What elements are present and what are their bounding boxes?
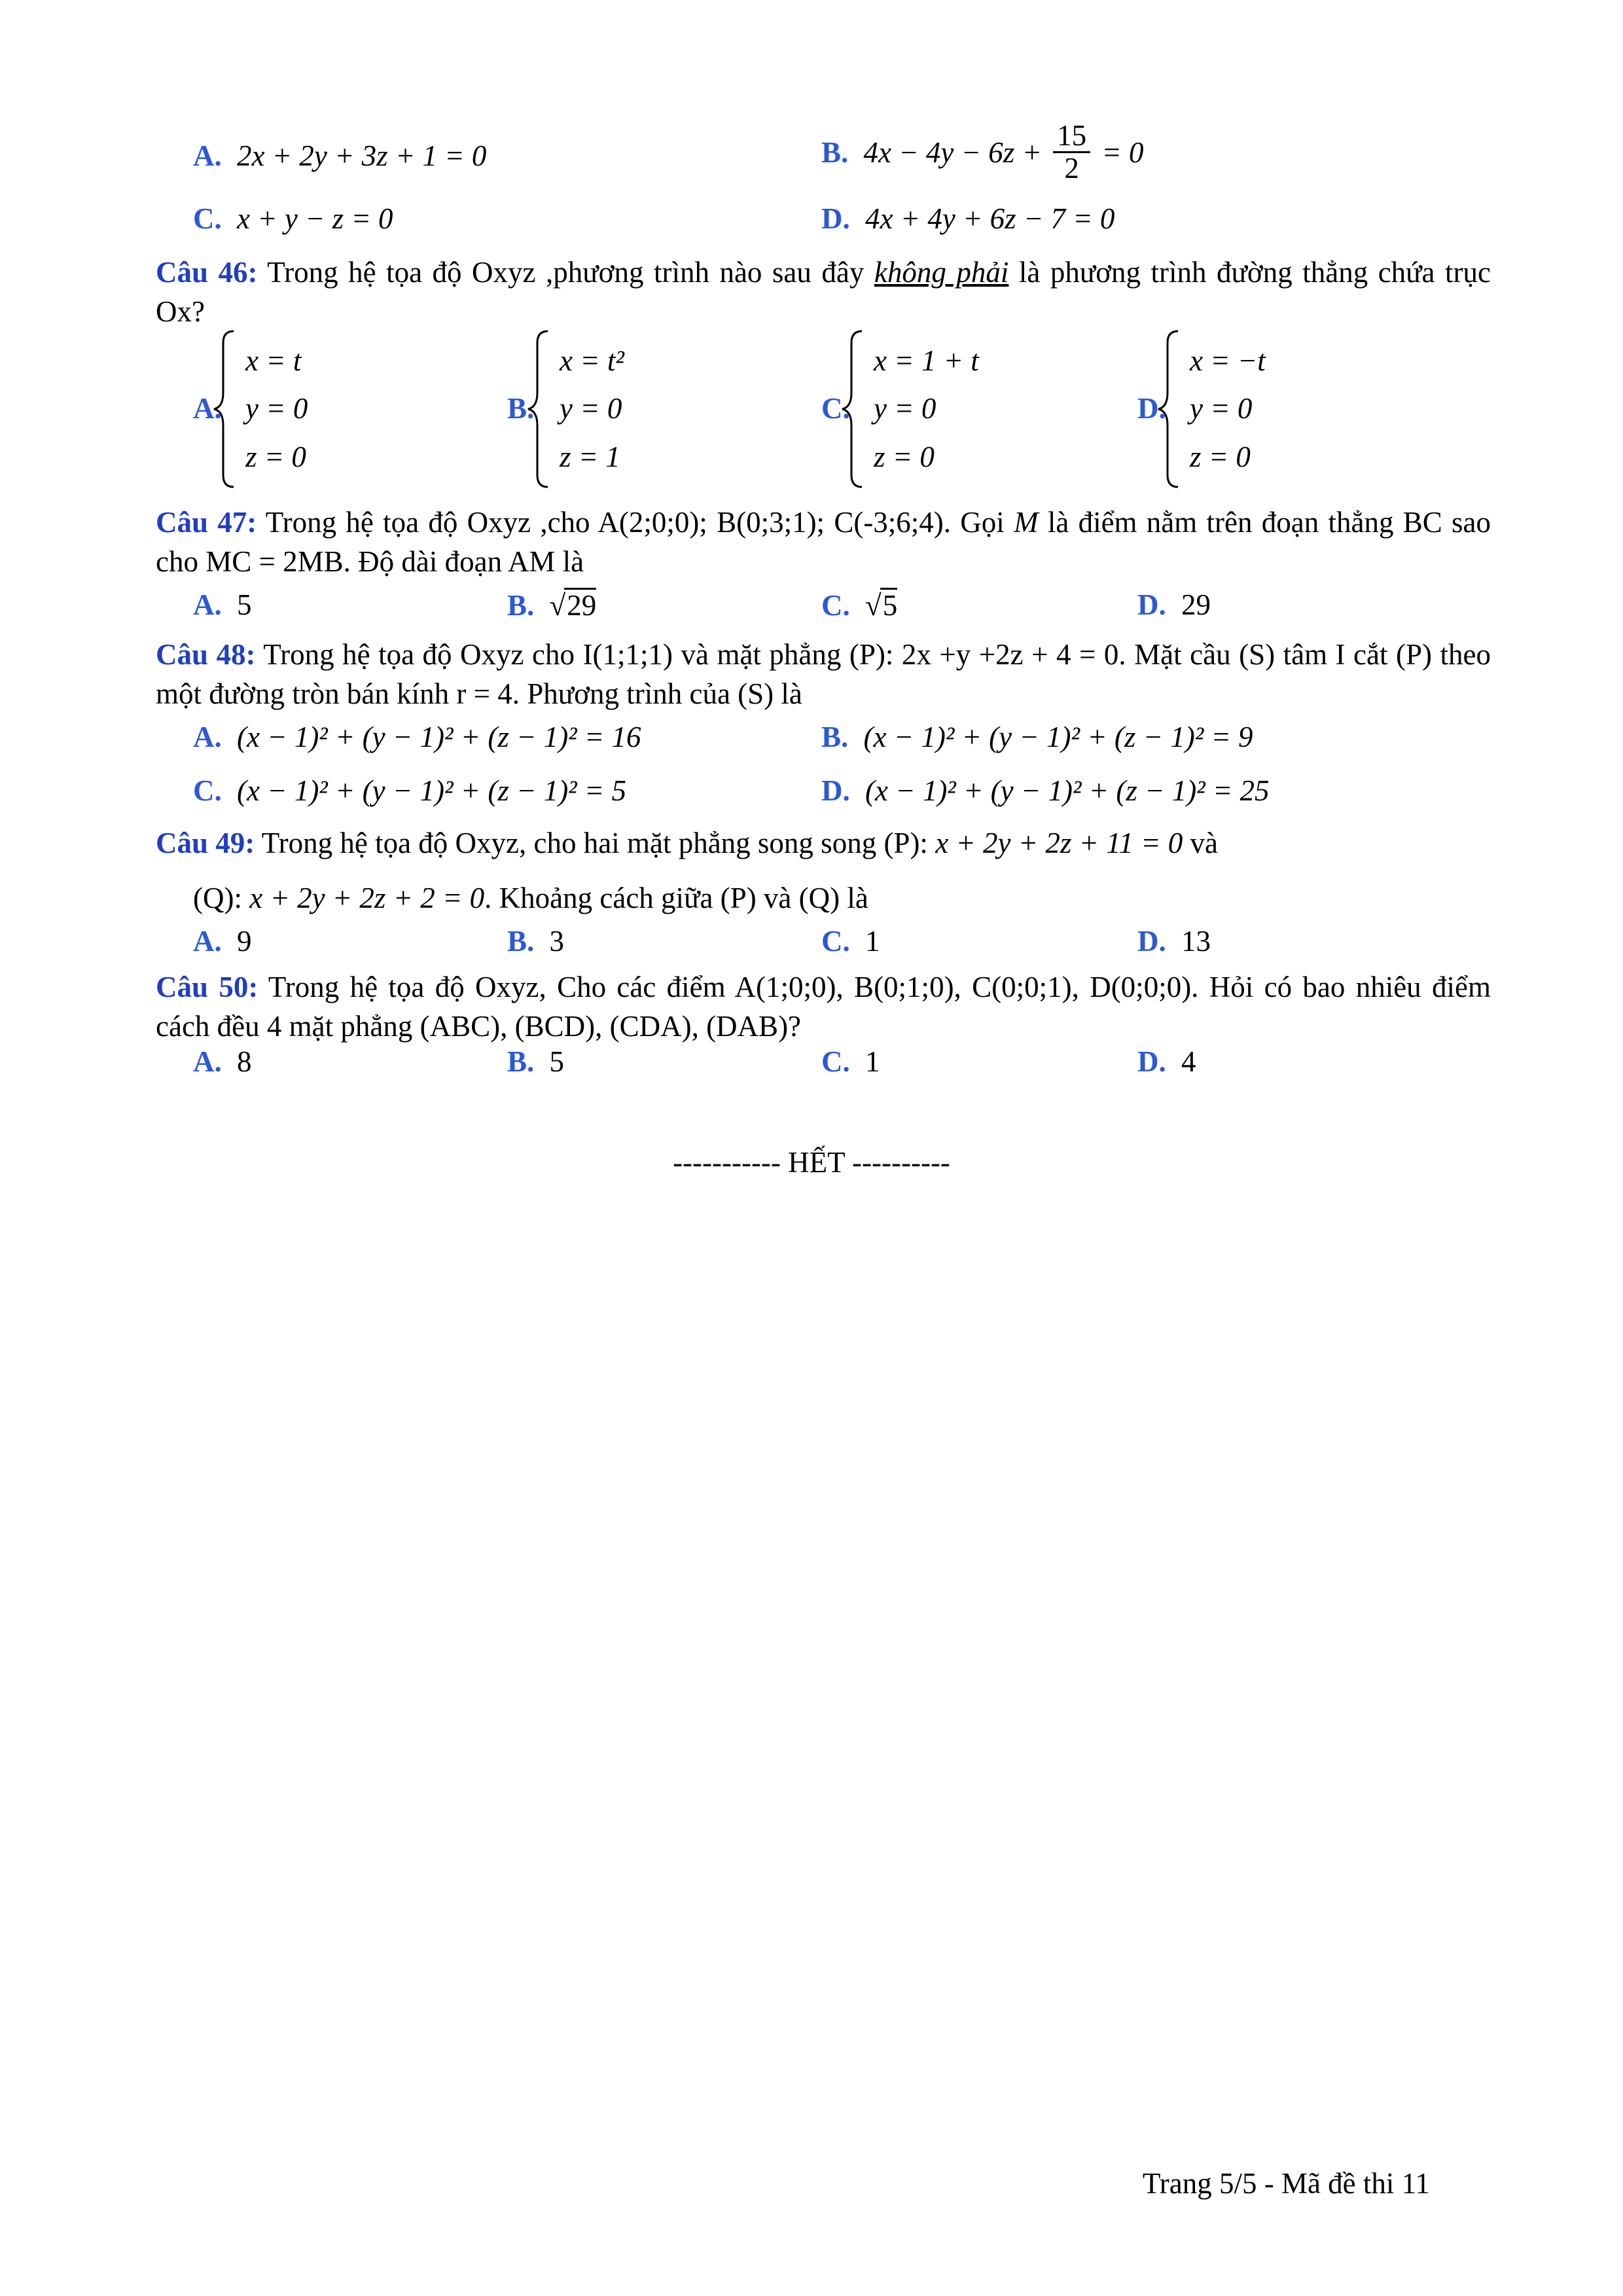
option-label: A. xyxy=(193,139,222,172)
option-value: 1 xyxy=(865,925,880,958)
q49-option-d xyxy=(1137,924,1211,958)
q47-option-b xyxy=(507,588,596,622)
option-label: B. xyxy=(821,721,849,753)
option-label: B. xyxy=(507,1045,535,1078)
question-text: là phương trình đường thẳng chứa trục Ox? xyxy=(156,256,1491,328)
question-number: Câu 48: xyxy=(156,638,256,671)
option-value: 13 xyxy=(1181,925,1211,958)
question-text: và xyxy=(1183,827,1219,859)
sqrt-icon: √ xyxy=(549,589,566,622)
option-value: 9 xyxy=(237,925,252,958)
option-label: C. xyxy=(821,1045,850,1078)
question-text: Trong hệ tọa độ Oxyz ,cho A(2;0;0); B(0;3;1); C(-3;6;4). Gọi xyxy=(257,506,1014,539)
q47-option-a xyxy=(193,588,252,622)
option-label: C. xyxy=(821,925,850,958)
option-value: 8 xyxy=(237,1045,252,1078)
question-number: Câu 50: xyxy=(156,971,259,1003)
option-label: D. xyxy=(1137,392,1166,425)
question-number: Câu 46: xyxy=(156,256,258,289)
system-row: x = t xyxy=(245,344,302,377)
option-value: 1 xyxy=(865,1045,880,1078)
question-number: Câu 49: xyxy=(156,827,255,859)
option-value: 4 xyxy=(1181,1045,1196,1078)
question-number: Câu 47: xyxy=(156,506,257,539)
fraction-numerator: 15 xyxy=(1053,120,1090,153)
option-label: D. xyxy=(1137,1045,1166,1078)
question-46 xyxy=(156,253,1491,331)
question-49-line-2 xyxy=(193,881,868,915)
page-footer: Trang 5/5 - Mã đề thi 11 xyxy=(1142,2167,1430,2200)
q49-option-c xyxy=(821,924,880,958)
end-marker: ----------- HẾT ---------- xyxy=(673,1146,950,1179)
q48-option-d xyxy=(821,774,1270,808)
sqrt-icon: √ xyxy=(865,589,882,622)
option-label: C. xyxy=(193,774,222,807)
plane-q-equation: x + 2y + 2z + 2 = 0 xyxy=(249,882,485,914)
option-value: 5 xyxy=(549,1045,565,1078)
question-text: Trong hệ tọa độ Oxyz cho I(1;1;1) và mặt phẳng (P): 2x +y +2z + 4 = 0. Mặt cầu (S) tâm I cắt (P) theo một đường tròn bán kính r = 4. Phương trình của (S) là xyxy=(156,638,1491,710)
question-text: Trong hệ tọa độ Oxyz, Cho các điểm A(1;0;0), B(0;1;0), C(0;0;1), D(0;0;0). Hỏi có bao nhiêu điểm cách đều 4 mặt phẳng (ABC), (BCD), (CDA), (DAB)? xyxy=(156,971,1491,1043)
option-label: C. xyxy=(821,392,850,425)
q48-option-a xyxy=(193,720,641,754)
option-equation: (x − 1)² + (y − 1)² + (z − 1)² = 5 xyxy=(237,774,627,807)
option-value: 5 xyxy=(237,588,252,621)
question-48 xyxy=(156,635,1491,713)
option-label: A. xyxy=(193,1045,222,1078)
q50-option-a xyxy=(193,1045,252,1079)
option-equation-prefix: 4x − 4y − 6z + xyxy=(863,135,1042,169)
system-row: y = 0 xyxy=(245,392,308,425)
brace-icon xyxy=(1156,327,1182,491)
sqrt-radicand: 29 xyxy=(564,588,596,622)
option-value: 29 xyxy=(1181,588,1211,621)
plane-q-label: (Q): xyxy=(193,882,250,914)
q47-option-d xyxy=(1137,588,1211,622)
q50-option-c xyxy=(821,1045,880,1079)
question-text: là điểm nằm trên đoạn thẳng BC sao cho MC = 2MB. Độ dài đoạn AM là xyxy=(156,506,1491,578)
fraction xyxy=(1053,120,1090,185)
option-equation: (x − 1)² + (y − 1)² + (z − 1)² = 16 xyxy=(237,721,641,753)
q49-option-a xyxy=(193,924,252,958)
plane-p-equation: x + 2y + 2z + 11 = 0 xyxy=(935,827,1183,859)
option-label: B. xyxy=(507,589,535,622)
system-row: y = 0 xyxy=(560,392,622,425)
q45-option-c xyxy=(193,202,393,236)
option-label: C. xyxy=(193,202,222,235)
fraction-denominator: 2 xyxy=(1064,152,1079,185)
q49-option-b xyxy=(507,924,564,958)
brace-icon xyxy=(526,327,552,491)
system-row: z = 1 xyxy=(560,440,620,473)
system-row: z = 0 xyxy=(245,440,306,473)
option-value: 3 xyxy=(549,925,565,958)
option-label: D. xyxy=(1137,925,1166,958)
q48-option-b xyxy=(821,720,1253,754)
brace-icon xyxy=(211,327,238,491)
option-equation: (x − 1)² + (y − 1)² + (z − 1)² = 25 xyxy=(865,774,1270,807)
question-text: . Khoảng cách giữa (P) và (Q) là xyxy=(484,882,868,914)
option-label: C. xyxy=(821,589,850,622)
question-50 xyxy=(156,967,1491,1046)
q50-option-d xyxy=(1137,1045,1196,1079)
option-label: A. xyxy=(193,392,222,425)
option-label: A. xyxy=(193,925,222,958)
option-equation-suffix: = 0 xyxy=(1101,135,1144,169)
q50-option-b xyxy=(507,1045,564,1079)
option-label: B. xyxy=(507,925,535,958)
option-label: B. xyxy=(821,135,849,169)
option-equation: (x − 1)² + (y − 1)² + (z − 1)² = 9 xyxy=(863,721,1253,753)
option-label: D. xyxy=(1137,588,1166,621)
option-equation: 2x + 2y + 3z + 1 = 0 xyxy=(237,139,487,172)
sqrt-radicand: 5 xyxy=(880,588,898,622)
q45-option-d xyxy=(821,202,1115,236)
option-label: D. xyxy=(821,774,850,807)
question-47 xyxy=(156,503,1491,581)
system-row: x = 1 + t xyxy=(874,344,979,377)
system-row: y = 0 xyxy=(1190,392,1253,425)
system-row: z = 0 xyxy=(1190,440,1251,473)
q47-option-c xyxy=(821,588,897,622)
system-row: x = t² xyxy=(560,344,624,377)
q45-option-b xyxy=(821,120,1143,185)
system-row: z = 0 xyxy=(874,440,935,473)
option-equation: 4x + 4y + 6z − 7 = 0 xyxy=(865,202,1115,235)
q48-option-c xyxy=(193,774,626,808)
question-49 xyxy=(156,826,1218,860)
option-label: A. xyxy=(193,588,222,621)
option-equation: x + y − z = 0 xyxy=(237,202,393,235)
brace-icon xyxy=(840,327,866,491)
question-emphasis: không phải xyxy=(874,256,1009,289)
option-label: B. xyxy=(507,392,535,425)
option-label: A. xyxy=(193,721,222,753)
option-label: D. xyxy=(821,202,850,235)
system-row: x = −t xyxy=(1190,344,1266,377)
question-variable: M xyxy=(1014,506,1039,539)
system-row: y = 0 xyxy=(874,392,936,425)
question-text: Trong hệ tọa độ Oxyz ,phương trình nào sau đây xyxy=(257,256,874,289)
q45-option-a xyxy=(193,139,486,173)
question-text: Trong hệ tọa độ Oxyz, cho hai mặt phẳng song song (P): xyxy=(255,827,936,859)
